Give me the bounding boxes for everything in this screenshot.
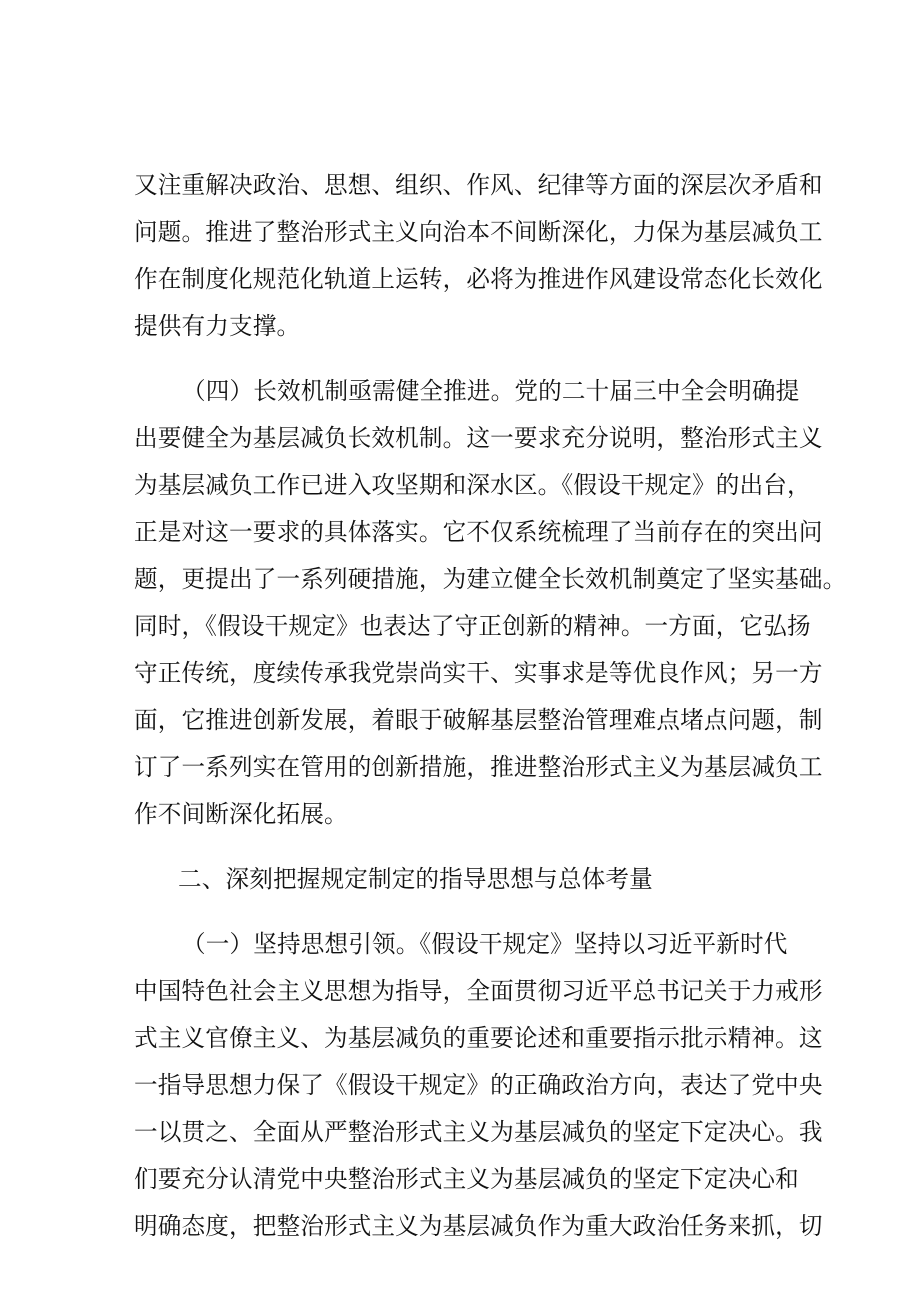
paragraph-section-1 — [134, 921, 823, 1250]
text-line: （一）坚持思想引领。《假设干规定》坚持以习近平新时代 — [182, 930, 788, 958]
text-line: 同时，《假设干规定》也表达了守正创新的精神。一方面，它弘扬 — [134, 612, 811, 640]
text-line: 们要充分认清党中央整治形式主义为基层减负的坚定下定决心和 — [134, 1165, 799, 1193]
text-line: 提供有力支撑。 — [134, 312, 301, 340]
text-line: 一指导思想力保了《假设干规定》的正确政治方向，表达了党中央 — [134, 1071, 823, 1099]
text-line: 一以贯之、全面从严整治形式主义为基层减负的坚定下定决心。我 — [134, 1118, 823, 1146]
text-line: 作不间断深化拓展。 — [134, 800, 348, 828]
text-line: 问题。推进了整治形式主义向治本不间断深化，力保为基层减负工 — [134, 218, 823, 246]
text-line: 明确态度，把整治形式主义为基层减负作为重大政治任务来抓，切 — [134, 1212, 823, 1240]
paragraph-continuation — [134, 162, 823, 350]
text-line: 作在制度化规范化轨道上运转，必将为推进作风建设常态化长效化 — [134, 265, 823, 293]
heading-text: 二、深刻把握规定制定的指导思想与总体考量 — [178, 865, 653, 893]
text-line: 出要健全为基层减负长效机制。这一要求充分说明，整治形式主义 — [134, 424, 823, 452]
text-line: 守正传统，度续传承我党崇尚实干、实事求是等优良作风；另一方 — [134, 659, 823, 687]
section-heading — [134, 856, 799, 903]
text-line: 又注重解决政治、思想、组织、作风、纪律等方面的深层次矛盾和 — [134, 171, 823, 199]
body-text — [134, 162, 847, 1250]
text-line: 式主义官僚主义、为基层减负的重要论述和重要指示批示精神。这 — [134, 1024, 823, 1052]
text-line: 面，它推进创新发展，着眼于破解基层整治管理难点堵点问题，制 — [134, 706, 823, 734]
text-line: （四）长效机制亟需健全推进。党的二十届三中全会明确提 — [182, 377, 800, 405]
text-line: 为基层减负工作已进入攻坚期和深水区。《假设干规定》的出台， — [134, 471, 811, 499]
text-line: 订了一系列实在管用的创新措施，推进整治形式主义为基层减负工 — [134, 753, 823, 781]
paragraph-section-4 — [134, 368, 847, 838]
text-line: 题，更提出了一系列硬措施，为建立健全长效机制奠定了坚实基础。 — [134, 565, 847, 593]
text-line: 中国特色社会主义思想为指导，全面贯彻习近平总书记关于力戒形 — [134, 977, 823, 1005]
text-line: 正是对这一要求的具体落实。它不仅系统梳理了当前存在的突出问 — [134, 518, 823, 546]
